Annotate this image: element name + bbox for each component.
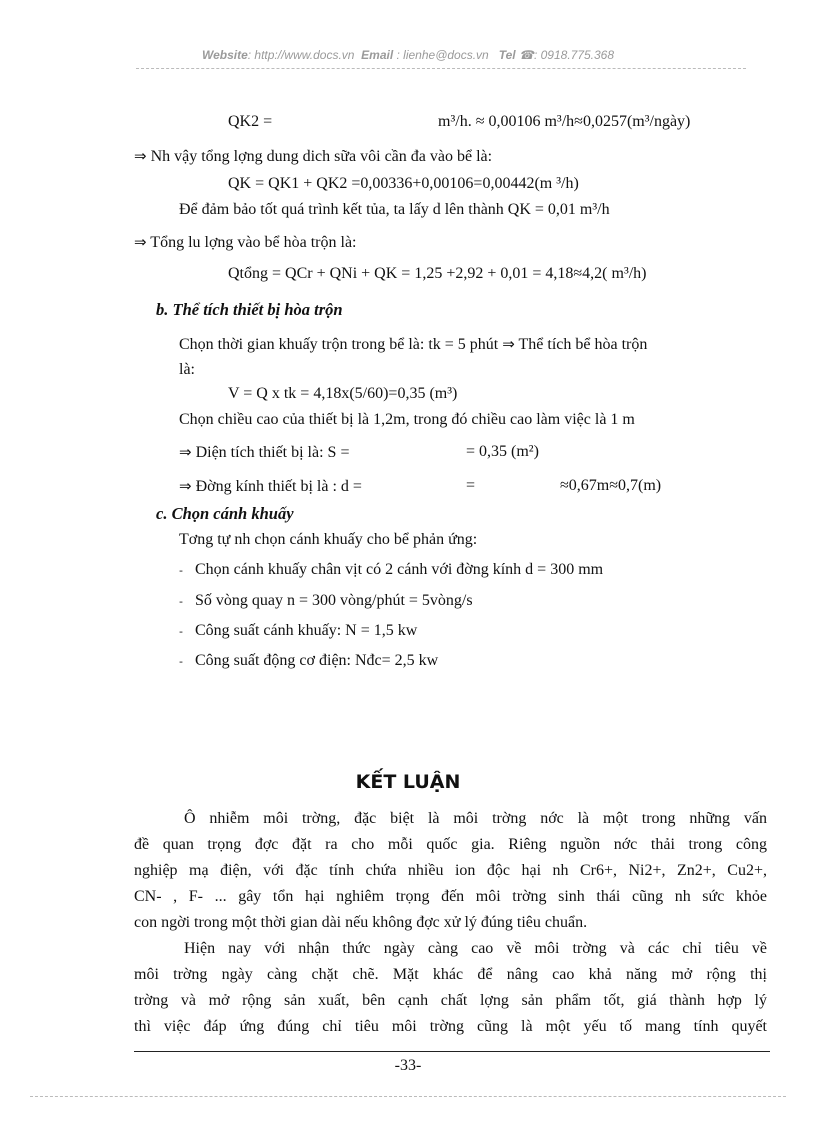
implies-arrow-icon: ⇒ xyxy=(134,233,147,251)
footer-rule xyxy=(134,1051,770,1052)
area-lhs: Diện tích thiết bị là: S = xyxy=(195,444,350,461)
paragraph-line: thì việc đáp ứng đúng chỉ tiêu môi trờng cũng là một yếu tố mang tính quyết xyxy=(134,1018,767,1035)
implies-arrow-icon: ⇒ xyxy=(502,335,515,353)
time-line-cont: là: xyxy=(179,361,195,378)
paragraph-line: môi trờng ngày càng chặt chẽ. Mặt khác để nâng cao khả năng mở rộng thị xyxy=(134,966,767,983)
paragraph-line: trờng và mở rộng sản xuất, bên cạnh chất lợng sản phẩm tốt, giá thành hợp lý xyxy=(134,992,767,1009)
volume-formula: V = Q x tk = 4,18x(5/60)=0,35 (m³) xyxy=(228,385,458,402)
implies-arrow-icon: ⇒ xyxy=(179,477,192,495)
email-value[interactable]: : lienhe@docs.vn xyxy=(396,48,489,62)
sum-intro-line xyxy=(134,146,492,167)
paragraph-line: Ô nhiễm môi trờng, đặc biệt là môi trờng nớc là một trong những vấn xyxy=(184,810,767,827)
implies-arrow-icon: ⇒ xyxy=(179,443,192,461)
bullet-text: Số vòng quay n = 300 vòng/phút = 5vòng/s xyxy=(194,592,473,609)
diam-eq: = xyxy=(466,477,476,494)
bullet-text: Công suất động cơ điện: Nđc= 2,5 kw xyxy=(194,652,439,669)
email-label: Email xyxy=(361,48,394,62)
qk-safety: Để đảm bảo tốt quá trình kết tủa, ta lấy d lên thành QK = 0,01 m³/h xyxy=(179,201,610,218)
diam-rhs: ≈0,67m≈0,7(m) xyxy=(560,477,662,494)
list-item xyxy=(179,591,473,612)
paragraph-line: đề quan trọng đợc đặt ra cho mỗi quốc gia. Riêng nguồn nớc thải trong công xyxy=(134,836,767,853)
header-rule xyxy=(136,68,746,69)
qk2-lhs: QK2 = xyxy=(228,113,273,130)
list-item xyxy=(179,651,438,672)
page-header xyxy=(0,48,816,62)
sum-intro: Nh vậy tổng lợng dung dich sữa vôi cần đa vào bể là: xyxy=(150,148,493,165)
total-intro: Tổng lu lợng vào bể hòa trộn là: xyxy=(150,234,357,251)
area-lhs-line xyxy=(179,442,349,463)
bullet-marker: - xyxy=(179,595,183,608)
implies-arrow-icon: ⇒ xyxy=(134,147,147,165)
page-number: -33- xyxy=(394,1057,422,1074)
total-intro-line xyxy=(134,232,357,253)
website-value[interactable]: : http://www.docs.vn xyxy=(247,48,355,62)
list-item xyxy=(179,621,417,642)
page-bottom-rule xyxy=(30,1096,786,1097)
paragraph-line: nghiệp mạ điện, với đặc tính chứa nhiều ion độc hại nh Cr6+, Ni2+, Zn2+, Cu2+, xyxy=(134,862,767,879)
tel-value: : 0918.775.368 xyxy=(533,48,615,62)
paragraph-line: CN- , F- ... gây tổn hại nghiêm trọng đến môi trờng sinh thái cũng nh sức khỏe xyxy=(134,888,767,905)
bullet-text: Chọn cánh khuấy chân vịt có 2 cánh với đờng kính d = 300 mm xyxy=(194,561,604,578)
q-total-formula: Qtổng = QCr + QNi + QK = 1,25 +2,92 + 0,01 = 4,18≈4,2( m³/h) xyxy=(228,265,647,282)
bullet-text: Công suất cánh khuấy: N = 1,5 kw xyxy=(194,622,418,639)
time-line-a: Chọn thời gian khuấy trộn trong bể là: tk = 5 phút xyxy=(179,336,499,353)
paragraph-line: Hiện nay với nhận thức ngày càng cao về môi trờng và các chỉ tiêu về xyxy=(184,940,767,957)
time-line-b: Thể tích bể hòa trộn xyxy=(518,336,648,353)
qk2-rhs: m³/h. ≈ 0,00106 m³/h≈0,0257(m³/ngày) xyxy=(438,113,691,130)
bullet-marker: - xyxy=(179,625,183,638)
list-item xyxy=(179,560,603,581)
paragraph-line: con ngời trong một thời gian dài nếu không đợc xử lý đúng tiêu chuẩn. xyxy=(134,914,588,931)
bullet-marker: - xyxy=(179,564,183,577)
diam-lhs: Đờng kính thiết bị là : d = xyxy=(195,478,362,495)
section-b-heading: b. Thể tích thiết bị hòa trộn xyxy=(156,300,343,319)
tel-label: Tel xyxy=(498,48,516,62)
qk-formula: QK = QK1 + QK2 =0,00336+0,00106=0,00442(m ³/h) xyxy=(228,175,579,192)
phone-icon: ☎ xyxy=(519,48,534,62)
time-line xyxy=(179,334,647,355)
bullet-marker: - xyxy=(179,655,183,668)
height-line: Chọn chiều cao của thiết bị là 1,2m, trong đó chiều cao làm việc là 1 m xyxy=(179,411,635,428)
diam-lhs-line xyxy=(179,476,362,497)
website-label: Website xyxy=(201,48,248,62)
area-rhs: = 0,35 (m²) xyxy=(466,443,539,460)
section-c-heading: c. Chọn cánh khuấy xyxy=(156,504,294,523)
conclusion-title: KẾT LUẬN xyxy=(355,771,461,793)
section-c-intro: Tơng tự nh chọn cánh khuấy cho bể phản ứng: xyxy=(179,531,478,548)
